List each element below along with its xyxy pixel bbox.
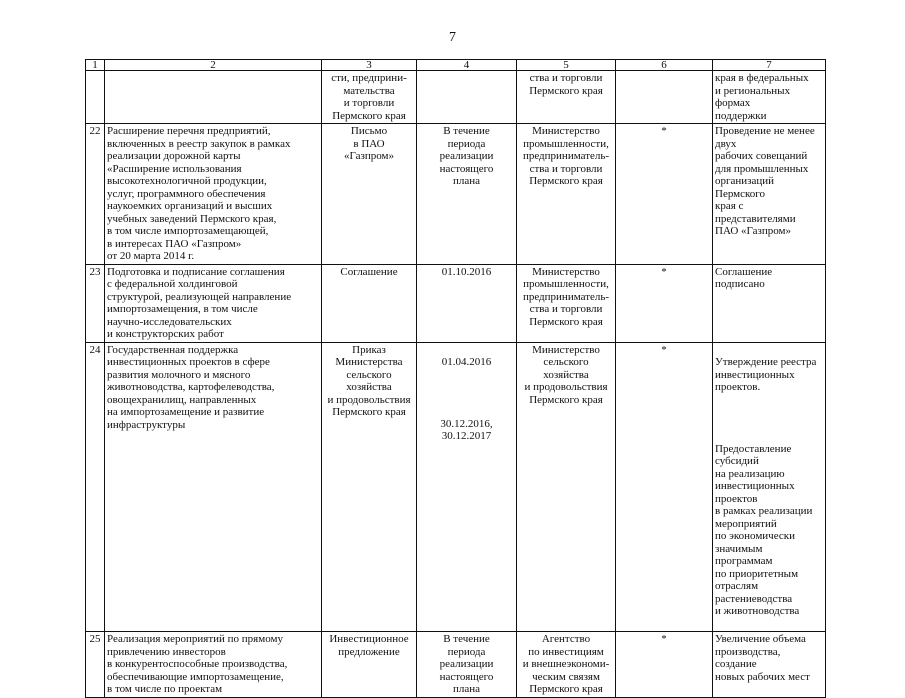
executor-cell: Министерство промышленности, предприниматель- ства и торговли Пермского края	[517, 124, 616, 265]
result-cell: Увеличение объема производства, создание новых рабочих мест	[713, 632, 826, 698]
spacer	[419, 381, 514, 405]
measure-cell	[105, 71, 322, 124]
page-number: 7	[449, 30, 456, 45]
column-number-row	[86, 60, 826, 71]
result-cell: Соглашение подписано	[713, 264, 826, 342]
mark-cell	[616, 71, 713, 124]
term-cell: 01.10.2016	[417, 264, 517, 342]
executor-cell: Агентство по инвестициям и внешнеэкономи- ческим связям Пермского края	[517, 632, 616, 698]
term-start: 01.04.2016	[441, 356, 492, 368]
column-number: 7	[713, 60, 826, 71]
column-number: 5	[517, 60, 616, 71]
measure-cell: Расширение перечня предприятий, включенных в реестр закупок в рамках реализации дорожной карты «Расширение использования высокотехнологичной продукции, услуг, программного обеспечения наукоемких организаций и высших учебных заведений Пермского края, в том числе импортозамещающей, в интересах ПАО «Газпром» от 20 марта 2014 г.	[105, 124, 322, 265]
document-cell: Письмо в ПАО «Газпром»	[322, 124, 417, 265]
result-part-two: Предоставление субсидий на реализацию инвестиционных проектов в рамках реализации мероприятий по экономически значимым программам по приоритетным отраслям растениеводства и животноводства	[715, 442, 813, 617]
measure-cell: Реализация мероприятий по прямому привлечению инвесторов в конкурентоспособные производства, обеспечивающие импортозамещение, в том числе по проектам	[105, 632, 322, 698]
mark-cell: *	[616, 342, 713, 632]
row-number: 25	[86, 632, 105, 698]
term-cell	[417, 71, 517, 124]
column-number: 3	[322, 60, 417, 71]
table-row	[86, 71, 826, 124]
row-number: 24	[86, 342, 105, 632]
column-number: 4	[417, 60, 517, 71]
term-cell: В течение периода реализации настоящего плана	[417, 632, 517, 698]
document-cell: Соглашение	[322, 264, 417, 342]
row-number: 22	[86, 124, 105, 265]
document-cell: Приказ Министерства сельского хозяйства и продовольствия Пермского края	[322, 342, 417, 632]
executor-cell: Министерство сельского хозяйства и продовольствия Пермского края	[517, 342, 616, 632]
mark-cell: *	[616, 124, 713, 265]
term-end: 30.12.2016, 30.12.2017	[440, 417, 493, 442]
result-cell: Проведение не менее двух рабочих совещаний для промышленных организаций Пермского края с представителями ПАО «Газпром»	[713, 124, 826, 265]
document-cell: Инвестиционное предложение	[322, 632, 417, 698]
column-number: 1	[86, 60, 105, 71]
row-number	[86, 71, 105, 124]
table-row	[86, 632, 826, 698]
result-cell: края в федеральных и региональных формах поддержки	[713, 71, 826, 124]
table-row	[86, 342, 826, 632]
table-row	[86, 124, 826, 265]
executor-cell: ства и торговли Пермского края	[517, 71, 616, 124]
table-row	[86, 264, 826, 342]
term-cell	[417, 342, 517, 632]
executor-cell: Министерство промышленности, предприниматель- ства и торговли Пермского края	[517, 264, 616, 342]
result-cell	[713, 342, 826, 632]
measure-cell: Подготовка и подписание соглашения с федеральной холдинговой структурой, реализующей направление импортозамещения, в том числе научно-исследовательских и конструкторских работ	[105, 264, 322, 342]
column-number: 2	[105, 60, 322, 71]
mark-cell: *	[616, 264, 713, 342]
document-cell: сти, предприни- мательства и торговли Пермского края	[322, 71, 417, 124]
measure-cell: Государственная поддержка инвестиционных проектов в сфере развития молочного и мясного животноводства, картофелеводства, овощехранилищ, направленных на импортозамещение и развитие инфраструктуры	[105, 342, 322, 632]
column-number: 6	[616, 60, 713, 71]
term-cell: В течение периода реализации настоящего плана	[417, 124, 517, 265]
plan-table	[85, 59, 826, 698]
mark-cell: *	[616, 632, 713, 698]
row-number: 23	[86, 264, 105, 342]
spacer	[715, 406, 823, 430]
result-part-one: Утверждение реестра инвестиционных проектов.	[715, 356, 817, 393]
